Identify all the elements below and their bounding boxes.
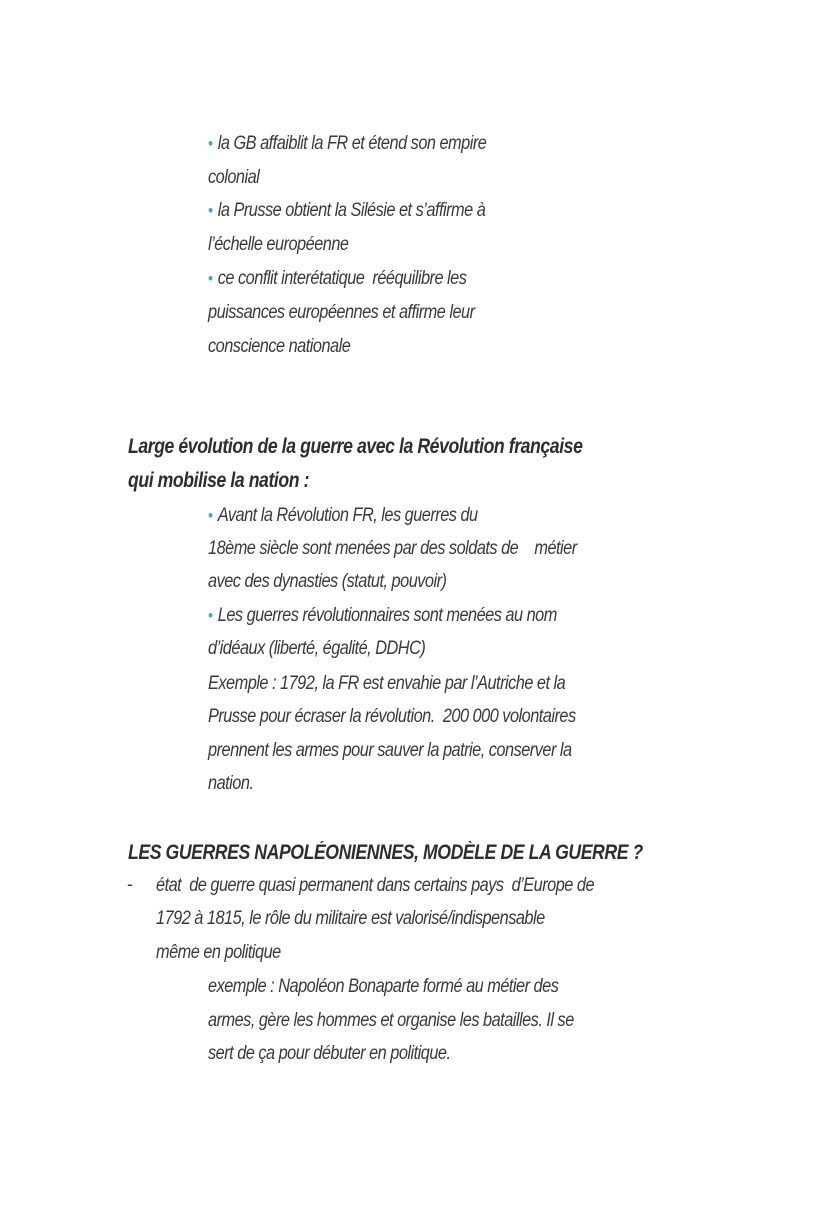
example-text: armes, gère les hommes et organise les batailles. Il se: [208, 1010, 574, 1031]
list-item-text: Avant la Révolution FR, les guerres du: [217, 505, 478, 526]
list-item-continuation: puissances européennes et affirme leur: [208, 302, 475, 323]
list-item-continuation: l’échelle européenne: [208, 234, 349, 255]
list-item-text: la GB affaiblit la FR et étend son empire: [217, 133, 487, 154]
bullet-icon: •: [208, 201, 213, 220]
list-item: [208, 267, 466, 291]
list-item-text: Les guerres révolutionnaires sont menées au nom: [217, 605, 557, 626]
list-item: [208, 199, 485, 223]
example-text: Prusse pour écraser la révolution. 200 000 volontaires: [208, 706, 576, 727]
list-item: [208, 132, 486, 156]
list-item: état de guerre quasi permanent dans certains pays d’Europe de: [156, 875, 595, 896]
list-item: [208, 504, 478, 528]
dash-bullet-icon: -: [127, 874, 133, 894]
list-item-continuation: d’idéaux (liberté, égalité, DDHC): [208, 638, 426, 659]
section-heading: qui mobilise la nation :: [128, 469, 310, 492]
section-heading: Large évolution de la guerre avec la Révolution française: [128, 435, 583, 458]
example-text: prennent les armes pour sauver la patrie, conserver la: [208, 740, 572, 761]
list-item-continuation: même en politique: [156, 942, 281, 963]
section-heading: LES GUERRES NAPOLÉONIENNES, MODÈLE DE LA GUERRE ?: [128, 841, 643, 864]
example-text: sert de ça pour débuter en politique.: [208, 1043, 451, 1064]
list-item-continuation: 18ème siècle sont menées par des soldats de métier: [208, 538, 577, 559]
bullet-icon: •: [208, 134, 213, 153]
bullet-icon: •: [208, 506, 213, 525]
bullet-icon: •: [208, 269, 213, 288]
bullet-icon: •: [208, 606, 213, 625]
list-item-continuation: avec des dynasties (statut, pouvoir): [208, 571, 447, 592]
list-item: [208, 604, 557, 628]
example-text: nation.: [208, 773, 254, 794]
list-item-continuation: conscience nationale: [208, 336, 351, 357]
list-item-text: ce conflit interétatique rééquilibre les: [217, 268, 467, 289]
list-item-text: la Prusse obtient la Silésie et s’affirme à: [217, 200, 486, 221]
example-text: exemple : Napoléon Bonaparte formé au métier des: [208, 976, 559, 997]
example-text: Exemple : 1792, la FR est envahie par l’Autriche et la: [208, 673, 566, 694]
list-item-continuation: 1792 à 1815, le rôle du militaire est valorisé/indispensable: [156, 908, 545, 929]
list-item-continuation: colonial: [208, 167, 260, 188]
